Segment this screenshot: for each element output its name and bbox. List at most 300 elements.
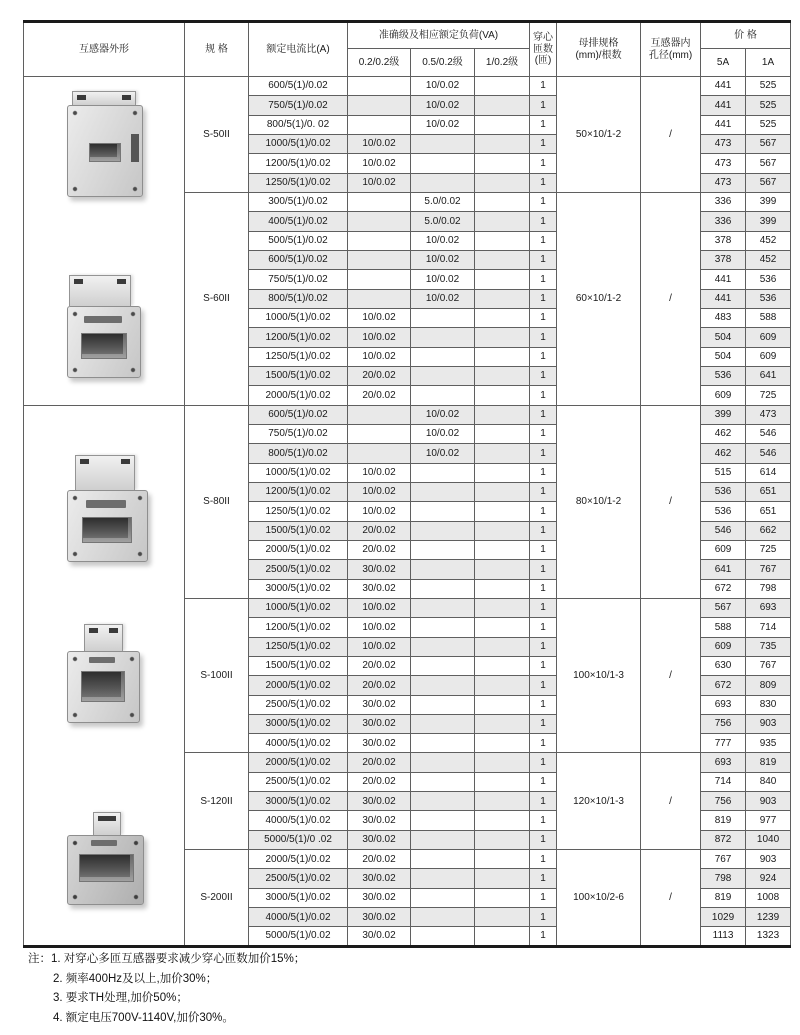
price-1a-cell: 767 bbox=[746, 656, 791, 675]
price-1a-cell: 924 bbox=[746, 869, 791, 888]
price-5a-cell: 672 bbox=[701, 579, 746, 598]
accuracy-02-cell: 10/0.02 bbox=[348, 173, 411, 192]
price-5a-cell: 536 bbox=[701, 482, 746, 501]
accuracy-02-cell: 20/0.02 bbox=[348, 850, 411, 869]
price-5a-cell: 567 bbox=[701, 598, 746, 617]
terminal-block bbox=[84, 624, 123, 651]
accuracy-1-cell bbox=[475, 308, 530, 327]
accuracy-1-cell bbox=[475, 231, 530, 250]
accuracy-02-cell bbox=[348, 212, 411, 231]
accuracy-1-cell bbox=[475, 540, 530, 559]
bore-diameter-cell: / bbox=[641, 850, 701, 947]
turns-cell: 1 bbox=[530, 637, 557, 656]
current-ratio-cell: 1250/5(1)/0.02 bbox=[249, 347, 348, 366]
price-5a-cell: 693 bbox=[701, 753, 746, 772]
accuracy-1-cell bbox=[475, 908, 530, 927]
accuracy-1-cell bbox=[475, 405, 530, 424]
accuracy-05-cell bbox=[411, 134, 475, 153]
current-ratio-cell: 1000/5(1)/0.02 bbox=[249, 463, 348, 482]
accuracy-05-cell bbox=[411, 328, 475, 347]
accuracy-1-cell bbox=[475, 734, 530, 753]
current-ratio-cell: 2000/5(1)/0.02 bbox=[249, 850, 348, 869]
current-ratio-cell: 600/5(1)/0.02 bbox=[249, 77, 348, 96]
col-header-ratio: 额定电流比(A) bbox=[249, 22, 348, 77]
spec-label: S-100II bbox=[185, 598, 249, 753]
price-1a-cell: 662 bbox=[746, 521, 791, 540]
accuracy-05-cell bbox=[411, 927, 475, 946]
note-text: 2. 频率400Hz及以上,加价30%； bbox=[53, 972, 218, 985]
accuracy-02-cell: 30/0.02 bbox=[348, 560, 411, 579]
col-header-price-group: 价 格 bbox=[701, 22, 791, 49]
accuracy-02-cell: 20/0.02 bbox=[348, 656, 411, 675]
accuracy-05-cell: 10/0.02 bbox=[411, 405, 475, 424]
accuracy-1-cell bbox=[475, 173, 530, 192]
accuracy-05-cell bbox=[411, 579, 475, 598]
current-ratio-cell: 500/5(1)/0.02 bbox=[249, 231, 348, 250]
accuracy-02-cell: 10/0.02 bbox=[348, 308, 411, 327]
current-ratio-cell: 400/5(1)/0.02 bbox=[249, 212, 348, 231]
price-5a-cell: 378 bbox=[701, 250, 746, 269]
accuracy-1-cell bbox=[475, 753, 530, 772]
accuracy-05-cell bbox=[411, 308, 475, 327]
price-5a-cell: 462 bbox=[701, 424, 746, 443]
accuracy-1-cell bbox=[475, 115, 530, 134]
transformer-body bbox=[67, 306, 141, 378]
price-1a-cell: 546 bbox=[746, 424, 791, 443]
turns-cell: 1 bbox=[530, 850, 557, 869]
current-ratio-cell: 3000/5(1)/0.02 bbox=[249, 792, 348, 811]
transformer-body bbox=[67, 490, 148, 562]
price-5a-cell: 473 bbox=[701, 173, 746, 192]
accuracy-1-cell bbox=[475, 618, 530, 637]
accuracy-1-cell bbox=[475, 637, 530, 656]
accuracy-02-cell: 20/0.02 bbox=[348, 521, 411, 540]
bore-header-line1: 互感器内 bbox=[650, 38, 691, 49]
accuracy-05-cell bbox=[411, 463, 475, 482]
accuracy-1-cell bbox=[475, 463, 530, 482]
accuracy-02-cell bbox=[348, 289, 411, 308]
turns-cell: 1 bbox=[530, 463, 557, 482]
current-ratio-cell: 5000/5(1)/0 .02 bbox=[249, 830, 348, 849]
col-header-turns bbox=[530, 22, 557, 77]
bore-diameter-cell: / bbox=[641, 753, 701, 850]
price-5a-cell: 872 bbox=[701, 830, 746, 849]
price-5a-cell: 819 bbox=[701, 811, 746, 830]
turns-header-line2: 匝数 bbox=[533, 43, 554, 55]
price-5a-cell: 714 bbox=[701, 772, 746, 791]
turns-cell: 1 bbox=[530, 811, 557, 830]
accuracy-02-cell bbox=[348, 231, 411, 250]
price-5a-cell: 515 bbox=[701, 463, 746, 482]
accuracy-05-cell bbox=[411, 714, 475, 733]
note-line bbox=[28, 950, 305, 970]
accuracy-05-cell bbox=[411, 676, 475, 695]
accuracy-05-cell: 5.0/0.02 bbox=[411, 212, 475, 231]
accuracy-05-cell: 10/0.02 bbox=[411, 250, 475, 269]
accuracy-05-cell bbox=[411, 695, 475, 714]
accuracy-02-cell: 30/0.02 bbox=[348, 830, 411, 849]
rating-label bbox=[91, 840, 117, 846]
turns-cell: 1 bbox=[530, 308, 557, 327]
current-ratio-cell: 4000/5(1)/0.02 bbox=[249, 811, 348, 830]
turns-cell: 1 bbox=[530, 482, 557, 501]
terminal-block bbox=[72, 91, 136, 105]
accuracy-05-cell: 10/0.02 bbox=[411, 444, 475, 463]
accuracy-02-cell bbox=[348, 192, 411, 211]
accuracy-05-cell bbox=[411, 618, 475, 637]
turns-cell: 1 bbox=[530, 676, 557, 695]
price-1a-cell: 1323 bbox=[746, 927, 791, 946]
col-header-accuracy-group: 准确级及相应额定负荷(VA) bbox=[348, 22, 530, 49]
busbar-spec-cell: 80×10/1-2 bbox=[557, 405, 641, 598]
price-5a-cell: 441 bbox=[701, 289, 746, 308]
busbar-spec-cell: 60×10/1-2 bbox=[557, 192, 641, 405]
price-1a-cell: 651 bbox=[746, 482, 791, 501]
accuracy-02-cell bbox=[348, 115, 411, 134]
current-ratio-cell: 2500/5(1)/0.02 bbox=[249, 869, 348, 888]
price-5a-cell: 609 bbox=[701, 386, 746, 405]
price-5a-cell: 504 bbox=[701, 328, 746, 347]
accuracy-1-cell bbox=[475, 927, 530, 946]
accuracy-1-cell bbox=[475, 521, 530, 540]
turns-cell: 1 bbox=[530, 250, 557, 269]
price-1a-cell: 609 bbox=[746, 328, 791, 347]
bore-diameter-cell: / bbox=[641, 598, 701, 753]
col-header-price-5a: 5A bbox=[701, 49, 746, 77]
price-1a-cell: 567 bbox=[746, 154, 791, 173]
accuracy-1-cell bbox=[475, 77, 530, 96]
busbar-header-line2: (mm)/根数 bbox=[575, 49, 622, 61]
price-1a-cell: 452 bbox=[746, 231, 791, 250]
transformer-body bbox=[67, 835, 144, 905]
turns-cell: 1 bbox=[530, 115, 557, 134]
accuracy-05-cell bbox=[411, 540, 475, 559]
current-ratio-cell: 3000/5(1)/0.02 bbox=[249, 579, 348, 598]
price-1a-cell: 977 bbox=[746, 811, 791, 830]
accuracy-1-cell bbox=[475, 250, 530, 269]
accuracy-1-cell bbox=[475, 850, 530, 869]
price-5a-cell: 630 bbox=[701, 656, 746, 675]
accuracy-1-cell bbox=[475, 695, 530, 714]
price-5a-cell: 536 bbox=[701, 366, 746, 385]
accuracy-1-cell bbox=[475, 386, 530, 405]
turns-cell: 1 bbox=[530, 540, 557, 559]
price-1a-cell: 903 bbox=[746, 714, 791, 733]
rating-label bbox=[89, 657, 115, 663]
accuracy-02-cell: 30/0.02 bbox=[348, 811, 411, 830]
accuracy-1-cell bbox=[475, 212, 530, 231]
accuracy-02-cell bbox=[348, 77, 411, 96]
current-ratio-cell: 3000/5(1)/0.02 bbox=[249, 888, 348, 907]
accuracy-05-cell: 10/0.02 bbox=[411, 231, 475, 250]
price-5a-cell: 588 bbox=[701, 618, 746, 637]
price-1a-cell: 903 bbox=[746, 792, 791, 811]
accuracy-1-cell bbox=[475, 328, 530, 347]
price-1a-cell: 903 bbox=[746, 850, 791, 869]
notes-label: 注： bbox=[28, 953, 51, 965]
col-header-spec: 规 格 bbox=[185, 22, 249, 77]
price-1a-cell: 809 bbox=[746, 676, 791, 695]
price-1a-cell: 1040 bbox=[746, 830, 791, 849]
price-5a-cell: 1029 bbox=[701, 908, 746, 927]
price-1a-cell: 935 bbox=[746, 734, 791, 753]
current-ratio-cell: 4000/5(1)/0.02 bbox=[249, 734, 348, 753]
price-5a-cell: 504 bbox=[701, 347, 746, 366]
accuracy-1-cell bbox=[475, 192, 530, 211]
price-1a-cell: 641 bbox=[746, 366, 791, 385]
turns-cell: 1 bbox=[530, 579, 557, 598]
accuracy-05-cell bbox=[411, 888, 475, 907]
price-5a-cell: 767 bbox=[701, 850, 746, 869]
accuracy-05-cell bbox=[411, 637, 475, 656]
accuracy-02-cell: 20/0.02 bbox=[348, 753, 411, 772]
terminal-block bbox=[69, 275, 131, 306]
busbar-window bbox=[82, 517, 132, 543]
accuracy-1-cell bbox=[475, 772, 530, 791]
bore-diameter-cell: / bbox=[641, 405, 701, 598]
accuracy-05-cell bbox=[411, 386, 475, 405]
price-1a-cell: 525 bbox=[746, 77, 791, 96]
transformer-body bbox=[67, 651, 140, 723]
price-1a-cell: 588 bbox=[746, 308, 791, 327]
turns-cell: 1 bbox=[530, 830, 557, 849]
current-ratio-cell: 1250/5(1)/0.02 bbox=[249, 637, 348, 656]
price-5a-cell: 609 bbox=[701, 637, 746, 656]
price-1a-cell: 399 bbox=[746, 192, 791, 211]
price-1a-cell: 536 bbox=[746, 270, 791, 289]
table-header bbox=[24, 22, 791, 77]
turns-cell: 1 bbox=[530, 927, 557, 946]
price-5a-cell: 693 bbox=[701, 695, 746, 714]
accuracy-05-cell: 10/0.02 bbox=[411, 115, 475, 134]
accuracy-02-cell: 20/0.02 bbox=[348, 540, 411, 559]
accuracy-02-cell: 30/0.02 bbox=[348, 792, 411, 811]
col-header-acc-05: 0.5/0.2级 bbox=[411, 49, 475, 77]
col-header-acc-02: 0.2/0.2级 bbox=[348, 49, 411, 77]
accuracy-02-cell: 20/0.02 bbox=[348, 772, 411, 791]
turns-cell: 1 bbox=[530, 405, 557, 424]
turns-header-line1: 穿心 bbox=[533, 32, 554, 44]
turns-cell: 1 bbox=[530, 521, 557, 540]
accuracy-05-cell bbox=[411, 366, 475, 385]
transformer-photo-cell bbox=[24, 405, 185, 946]
price-1a-cell: 1008 bbox=[746, 888, 791, 907]
rating-label bbox=[86, 500, 126, 508]
accuracy-1-cell bbox=[475, 598, 530, 617]
price-5a-cell: 336 bbox=[701, 212, 746, 231]
accuracy-02-cell: 10/0.02 bbox=[348, 482, 411, 501]
current-ratio-cell: 750/5(1)/0.02 bbox=[249, 270, 348, 289]
price-5a-cell: 798 bbox=[701, 869, 746, 888]
turns-cell: 1 bbox=[530, 444, 557, 463]
accuracy-1-cell bbox=[475, 792, 530, 811]
transformer-spec-table bbox=[23, 20, 791, 948]
price-1a-cell: 830 bbox=[746, 695, 791, 714]
price-1a-cell: 567 bbox=[746, 173, 791, 192]
price-5a-cell: 399 bbox=[701, 405, 746, 424]
current-ratio-cell: 750/5(1)/0.02 bbox=[249, 96, 348, 115]
price-1a-cell: 525 bbox=[746, 115, 791, 134]
accuracy-02-cell: 30/0.02 bbox=[348, 869, 411, 888]
price-5a-cell: 473 bbox=[701, 134, 746, 153]
accuracy-1-cell bbox=[475, 502, 530, 521]
price-5a-cell: 462 bbox=[701, 444, 746, 463]
price-1a-cell: 819 bbox=[746, 753, 791, 772]
current-ratio-cell: 1250/5(1)/0.02 bbox=[249, 173, 348, 192]
side-vent bbox=[131, 134, 139, 162]
current-ratio-cell: 800/5(1)/0. 02 bbox=[249, 115, 348, 134]
price-1a-cell: 767 bbox=[746, 560, 791, 579]
current-ratio-cell: 1200/5(1)/0.02 bbox=[249, 328, 348, 347]
current-ratio-cell: 2500/5(1)/0.02 bbox=[249, 695, 348, 714]
busbar-window bbox=[89, 143, 121, 162]
price-5a-cell: 441 bbox=[701, 77, 746, 96]
turns-cell: 1 bbox=[530, 888, 557, 907]
accuracy-05-cell: 5.0/0.02 bbox=[411, 192, 475, 211]
terminal-block bbox=[75, 455, 135, 490]
accuracy-05-cell bbox=[411, 869, 475, 888]
spec-label: S-60II bbox=[185, 192, 249, 405]
accuracy-02-cell bbox=[348, 250, 411, 269]
current-ratio-cell: 600/5(1)/0.02 bbox=[249, 250, 348, 269]
table-body bbox=[24, 77, 791, 947]
accuracy-1-cell bbox=[475, 424, 530, 443]
accuracy-05-cell bbox=[411, 734, 475, 753]
price-1a-cell: 840 bbox=[746, 772, 791, 791]
turns-cell: 1 bbox=[530, 77, 557, 96]
col-header-bore bbox=[641, 22, 701, 77]
turns-cell: 1 bbox=[530, 96, 557, 115]
accuracy-05-cell bbox=[411, 560, 475, 579]
accuracy-02-cell: 10/0.02 bbox=[348, 347, 411, 366]
accuracy-05-cell: 10/0.02 bbox=[411, 77, 475, 96]
rating-label bbox=[84, 316, 122, 323]
col-header-price-1a: 1A bbox=[746, 49, 791, 77]
price-1a-cell: 1239 bbox=[746, 908, 791, 927]
spec-label: S-50II bbox=[185, 77, 249, 193]
s80-transformer-photo bbox=[67, 455, 148, 562]
price-1a-cell: 546 bbox=[746, 444, 791, 463]
accuracy-1-cell bbox=[475, 366, 530, 385]
turns-cell: 1 bbox=[530, 598, 557, 617]
turns-cell: 1 bbox=[530, 908, 557, 927]
price-1a-cell: 693 bbox=[746, 598, 791, 617]
accuracy-02-cell: 30/0.02 bbox=[348, 927, 411, 946]
turns-cell: 1 bbox=[530, 192, 557, 211]
s100-transformer-photo bbox=[67, 624, 140, 723]
accuracy-1-cell bbox=[475, 579, 530, 598]
terminal-block bbox=[93, 812, 121, 835]
bore-diameter-cell: / bbox=[641, 192, 701, 405]
s50-transformer-photo bbox=[67, 91, 143, 197]
busbar-window bbox=[81, 333, 127, 359]
accuracy-1-cell bbox=[475, 347, 530, 366]
price-5a-cell: 641 bbox=[701, 560, 746, 579]
busbar-spec-cell: 50×10/1-2 bbox=[557, 77, 641, 193]
price-1a-cell: 798 bbox=[746, 579, 791, 598]
price-1a-cell: 725 bbox=[746, 540, 791, 559]
note-line bbox=[28, 1009, 305, 1029]
accuracy-1-cell bbox=[475, 560, 530, 579]
accuracy-05-cell bbox=[411, 656, 475, 675]
turns-cell: 1 bbox=[530, 154, 557, 173]
current-ratio-cell: 300/5(1)/0.02 bbox=[249, 192, 348, 211]
price-1a-cell: 735 bbox=[746, 637, 791, 656]
turns-header-line3: (匝) bbox=[534, 55, 552, 67]
accuracy-02-cell: 10/0.02 bbox=[348, 502, 411, 521]
turns-cell: 1 bbox=[530, 289, 557, 308]
price-5a-cell: 609 bbox=[701, 540, 746, 559]
accuracy-05-cell bbox=[411, 811, 475, 830]
transformer-photo-cell bbox=[24, 77, 185, 406]
price-5a-cell: 756 bbox=[701, 792, 746, 811]
current-ratio-cell: 750/5(1)/0.02 bbox=[249, 424, 348, 443]
accuracy-05-cell bbox=[411, 772, 475, 791]
current-ratio-cell: 2000/5(1)/0.02 bbox=[249, 676, 348, 695]
col-header-shape: 互感器外形 bbox=[24, 22, 185, 77]
accuracy-02-cell bbox=[348, 444, 411, 463]
turns-cell: 1 bbox=[530, 560, 557, 579]
turns-cell: 1 bbox=[530, 173, 557, 192]
current-ratio-cell: 1200/5(1)/0.02 bbox=[249, 482, 348, 501]
busbar-window bbox=[81, 671, 125, 702]
accuracy-02-cell: 10/0.02 bbox=[348, 637, 411, 656]
accuracy-1-cell bbox=[475, 656, 530, 675]
current-ratio-cell: 2000/5(1)/0.02 bbox=[249, 540, 348, 559]
price-1a-cell: 651 bbox=[746, 502, 791, 521]
price-1a-cell: 609 bbox=[746, 347, 791, 366]
accuracy-05-cell bbox=[411, 502, 475, 521]
turns-cell: 1 bbox=[530, 386, 557, 405]
note-text: 1. 对穿心多匝互感器要求减少穿心匝数加价15%； bbox=[51, 953, 306, 965]
note-line bbox=[28, 970, 305, 990]
turns-cell: 1 bbox=[530, 753, 557, 772]
bore-diameter-cell: / bbox=[641, 77, 701, 193]
accuracy-1-cell bbox=[475, 96, 530, 115]
note-text: 4. 额定电压700V-1140V,加价30%。 bbox=[53, 1011, 234, 1024]
current-ratio-cell: 1500/5(1)/0.02 bbox=[249, 521, 348, 540]
accuracy-05-cell bbox=[411, 154, 475, 173]
current-ratio-cell: 1000/5(1)/0.02 bbox=[249, 598, 348, 617]
price-1a-cell: 614 bbox=[746, 463, 791, 482]
price-5a-cell: 546 bbox=[701, 521, 746, 540]
accuracy-05-cell: 10/0.02 bbox=[411, 424, 475, 443]
busbar-window bbox=[79, 854, 134, 882]
s120-s200-transformer-photo bbox=[67, 812, 144, 905]
current-ratio-cell: 4000/5(1)/0.02 bbox=[249, 908, 348, 927]
accuracy-02-cell: 30/0.02 bbox=[348, 714, 411, 733]
accuracy-05-cell bbox=[411, 598, 475, 617]
accuracy-02-cell: 20/0.02 bbox=[348, 386, 411, 405]
turns-cell: 1 bbox=[530, 714, 557, 733]
accuracy-02-cell bbox=[348, 405, 411, 424]
turns-cell: 1 bbox=[530, 656, 557, 675]
price-1a-cell: 525 bbox=[746, 96, 791, 115]
turns-cell: 1 bbox=[530, 869, 557, 888]
current-ratio-cell: 600/5(1)/0.02 bbox=[249, 405, 348, 424]
current-ratio-cell: 2000/5(1)/0.02 bbox=[249, 386, 348, 405]
accuracy-05-cell bbox=[411, 753, 475, 772]
accuracy-1-cell bbox=[475, 482, 530, 501]
current-ratio-cell: 800/5(1)/0.02 bbox=[249, 289, 348, 308]
accuracy-02-cell: 10/0.02 bbox=[348, 463, 411, 482]
accuracy-1-cell bbox=[475, 869, 530, 888]
current-ratio-cell: 2000/5(1)/0.02 bbox=[249, 753, 348, 772]
price-5a-cell: 756 bbox=[701, 714, 746, 733]
accuracy-1-cell bbox=[475, 134, 530, 153]
accuracy-02-cell: 30/0.02 bbox=[348, 734, 411, 753]
accuracy-1-cell bbox=[475, 714, 530, 733]
